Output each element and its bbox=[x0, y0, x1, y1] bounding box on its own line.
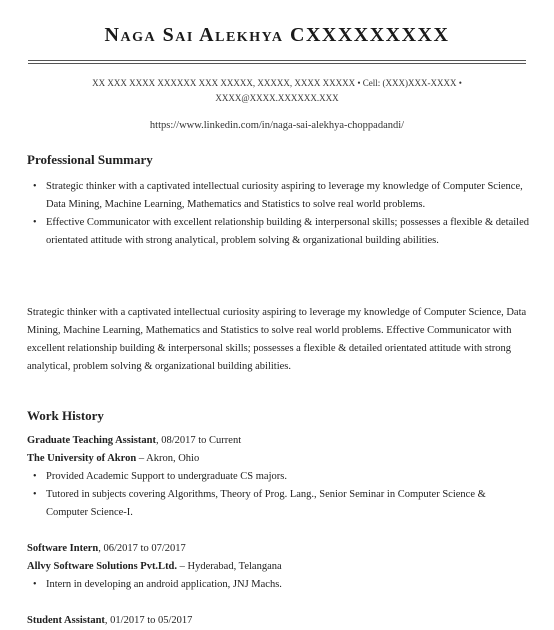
job-bullet-text: Tutored in subjects covering Algorithms, Theory of Prog. Lang., Senior Seminar in Computer Science & Computer Science-I. bbox=[46, 489, 486, 518]
job-dates: , 08/2017 to Current bbox=[155, 435, 242, 446]
job-bullet-list bbox=[30, 468, 530, 522]
bullet-icon: • bbox=[33, 471, 37, 482]
contact-line-1: XX XXX XXXX XXXXXX XXX XXXXX, XXXXX, XXXX XXXXX • Cell: (XXX)XXX-XXXX • bbox=[92, 78, 462, 88]
header-divider-bottom bbox=[28, 63, 526, 64]
job-company-line bbox=[27, 558, 282, 576]
job-company: The University of Akron bbox=[27, 453, 137, 464]
contact-info bbox=[60, 76, 494, 106]
list-item bbox=[30, 576, 530, 594]
job-title-line bbox=[27, 612, 192, 630]
job-title-line bbox=[27, 540, 186, 558]
job-bullet-text: Provided Academic Support to undergraduate CS majors. bbox=[46, 471, 287, 482]
summary-bullet-text: Strategic thinker with a captivated intellectual curiosity aspiring to leverage my knowledge of Computer Science, Data Mining, Machine Learning, Mathematics and Statistics to solve real world problems. bbox=[46, 181, 523, 210]
bullet-icon: • bbox=[33, 579, 37, 590]
summary-bullet-list bbox=[30, 178, 530, 250]
summary-bullet-text: Effective Communicator with excellent relationship building & interpersonal skills; possesses a flexible & detailed orientated attitude with strong analytical, problem solving & organizational building abilities. bbox=[46, 217, 529, 246]
job-location: – Hyderabad, Telangana bbox=[177, 561, 282, 572]
job-role: Software Intern bbox=[27, 543, 99, 554]
contact-line-2: XXXX@XXXX.XXXXXX.XXX bbox=[215, 93, 339, 103]
job-title-line bbox=[27, 432, 241, 450]
job-company: Allvy Software Solutions Pvt.Ltd. bbox=[27, 561, 178, 572]
job-company-line bbox=[27, 450, 199, 468]
summary-paragraph: Strategic thinker with a captivated intellectual curiosity aspiring to leverage my knowledge of Computer Science, Data Mining, Machine Learning, Mathematics and Statistics to solve real world problems. Effective Communicator with excellent relationship building & interpersonal skills; possesses a flexible & detailed orientated attitude with strong analytical, problem solving & organizational building abilities. bbox=[27, 307, 527, 372]
bullet-icon: • bbox=[33, 489, 37, 500]
job-bullet-list bbox=[30, 576, 530, 594]
list-item bbox=[30, 214, 530, 250]
section-title-work-history: Work History bbox=[27, 408, 104, 423]
candidate-name: Naga Sai Alekhya CXXXXXXXXX bbox=[104, 24, 450, 46]
job-location: – Akron, Ohio bbox=[136, 453, 200, 464]
list-item bbox=[30, 468, 530, 486]
linkedin-link[interactable]: https://www.linkedin.com/in/naga-sai-alekhya-choppadandi/ bbox=[149, 120, 405, 131]
job-dates: , 06/2017 to 07/2017 bbox=[98, 543, 186, 554]
job-role: Student Assistant bbox=[27, 615, 105, 626]
job-bullet-text: Intern in developing an android application, JNJ Machs. bbox=[46, 579, 282, 590]
job-dates: , 01/2017 to 05/2017 bbox=[104, 615, 193, 626]
section-title-summary: Professional Summary bbox=[27, 152, 153, 167]
header-divider-top bbox=[28, 60, 526, 61]
job-role: Graduate Teaching Assistant bbox=[27, 435, 156, 446]
bullet-icon: • bbox=[33, 217, 37, 228]
list-item bbox=[30, 486, 530, 522]
bullet-icon: • bbox=[33, 181, 37, 192]
list-item bbox=[30, 178, 530, 214]
